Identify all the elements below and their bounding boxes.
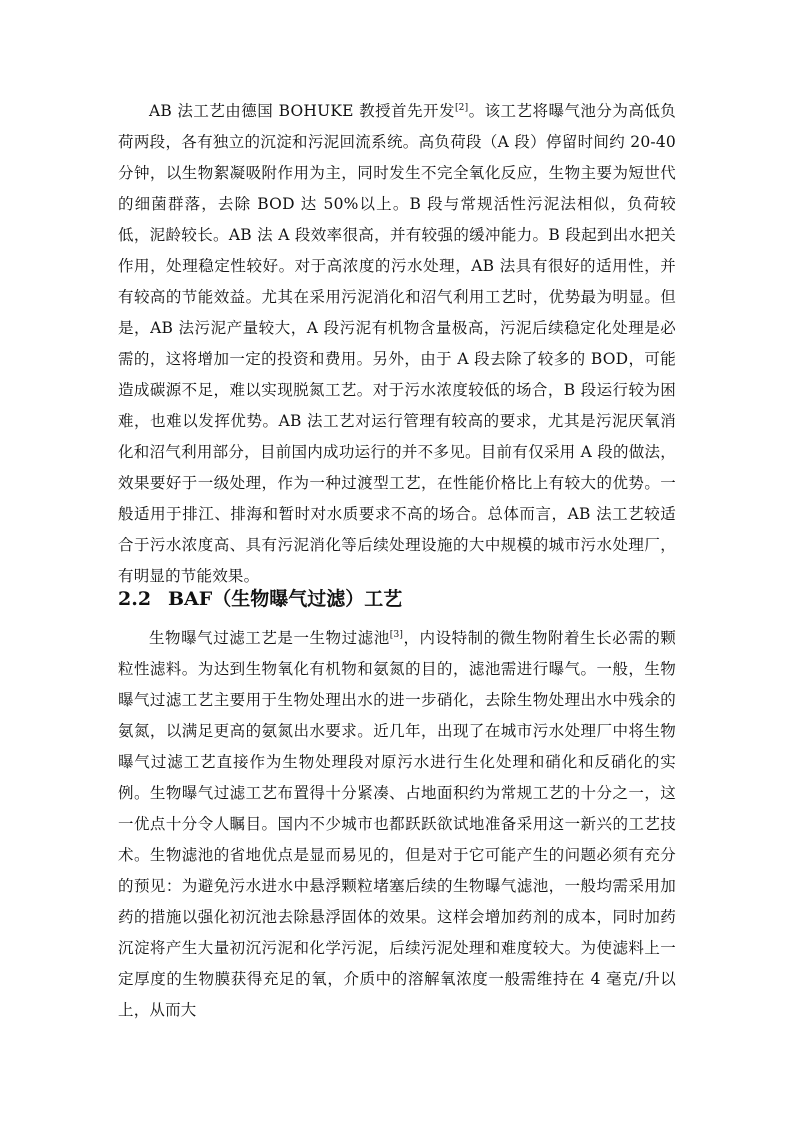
paragraph-ab-text-start: AB 法工艺由德国 BOHUKE 教授首先开发 [149, 102, 455, 120]
section-heading-2-2 [118, 585, 402, 613]
paragraph-baf-text-rest: ，内设特制的微生物附着生长必需的颗粒性滤料。为达到生物氧化有机物和氨氮的目的，滤池需进行曝气。一般，生物曝气过滤工艺主要用于生物处理出水的进一步硝化，去除生物处理出水中残余的氨氮，以满足更高的氨氮出水要求。近几年，出现了在城市污水处理厂中将生物曝气过滤工艺直接作为生物处理段对原污水进行生化处理和硝化和反硝化的实例。生物曝气过滤工艺布置得十分紧凑、占地面积约为常规工艺的十分之一，这一优点十分令人瞩目。国内不少城市也都跃跃欲试地准备采用这一新兴的工艺技术。生物滤池的省地优点是显而易见的，但是对于它可能产生的问题必须有充分的预见：为避免污水进水中悬浮颗粒堵塞后续的生物曝气滤池，一般均需采用加药的措施以强化初沉池去除悬浮固体的效果。这样会增加药剂的成本，同时加药沉淀将产生大量初沉污泥和化学污泥，后续污泥处理和难度较大。为使滤料上一定厚度的生物膜获得充足的氧，介质中的溶解氧浓度一般需维持在 4 毫克/升以上，从而大 [118, 629, 676, 1019]
citation-ref-3: [3] [389, 629, 404, 640]
section-title: BAF（生物曝气过滤）工艺 [168, 588, 403, 610]
paragraph-ab-text-rest: 。该工艺将曝气池分为高低负荷两段，各有独立的沉淀和污泥回流系统。高负荷段（A 段）停留时间约 20-40 分钟，以生物絮凝吸附作用为主，同时发生不完全氧化反应，生物主要为短世代的细菌群落，去除 BOD 达 50%以上。B 段与常规活性污泥法相似，负荷较低，泥龄较长。AB 法 A 段效率很高，并有较强的缓冲能力。B 段起到出水把关作用，处理稳定性较好。对于高浓度的污水处理，AB 法具有很好的适用性，并有较高的节能效益。尤其在采用污泥消化和沼气利用工艺时，优势最为明显。但是，AB 法污泥产量较大，A 段污泥有机物含量极高，污泥后续稳定化处理是必需的，这将增加一定的投资和费用。另外，由于 A 段去除了较多的 BOD，可能造成碳源不足，难以实现脱氮工艺。对于污水浓度较低的场合，B 段运行较为困难，也难以发挥优势。AB 法工艺对运行管理有较高的要求，尤其是污泥厌氧消化和沼气利用部分，目前国内成功运行的并不多见。目前有仅采用 A 段的做法，效果要好于一级处理，作为一种过渡型工艺，在性能价格比上有较大的优势。一般适用于排江、排海和暂时对水质要求不高的场合。总体而言，AB 法工艺较适合于污水浓度高、具有污泥消化等后续处理设施的大中规模的城市污水处理厂，有明显的节能效果。 [118, 102, 676, 585]
section-number: 2.2 [118, 588, 152, 610]
paragraph-baf-text-start: 生物曝气过滤工艺是一生物过滤池 [149, 629, 390, 647]
citation-ref-2: [2] [454, 102, 469, 113]
paragraph-ab-process [118, 96, 676, 592]
paragraph-baf-process [118, 623, 676, 1026]
